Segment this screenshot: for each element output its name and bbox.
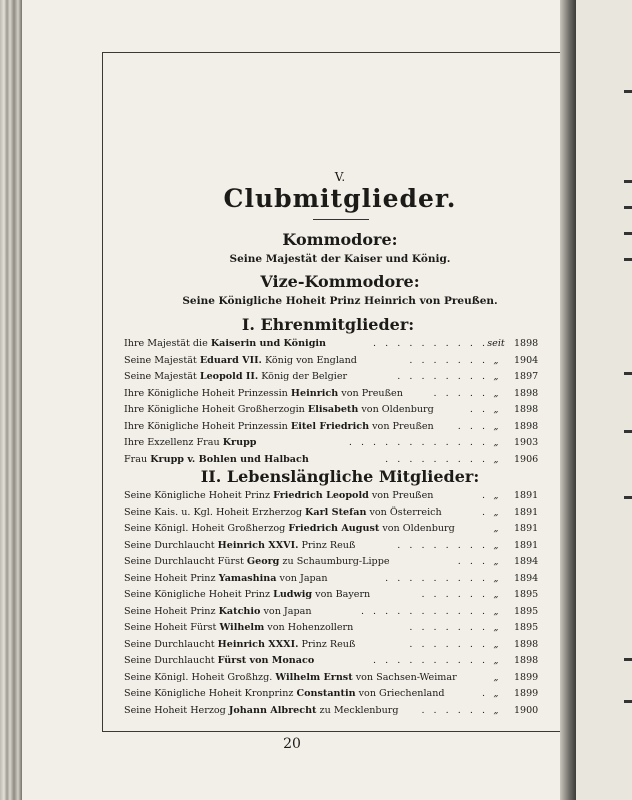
member-entry: [124, 369, 347, 386]
member-suffix: von Hohenzollern: [264, 622, 354, 633]
since-marker: „: [493, 671, 499, 683]
leader-dots: .: [481, 688, 488, 699]
member-suffix: von Griechenland: [355, 688, 445, 699]
member-row: [124, 386, 548, 403]
facing-text-fragment: [624, 180, 632, 183]
member-entry: [124, 587, 370, 604]
member-title: Seine Durchlaucht: [124, 638, 218, 650]
member-name: Fürst von Monaco: [217, 655, 315, 666]
member-row: [124, 336, 548, 353]
member-suffix: von Österreich: [366, 506, 442, 518]
member-year: 1898: [514, 387, 539, 399]
member-year: 1898: [514, 638, 539, 650]
member-title: Seine Durchlaucht: [124, 655, 218, 666]
ehrenmitglieder-heading: I. Ehrenmitglieder:: [241, 315, 415, 334]
member-entry: [124, 435, 257, 452]
member-suffix: Prinz Reuß: [298, 539, 356, 551]
member-title: Ihre Majestät die: [124, 338, 211, 349]
member-suffix: von Preußen: [338, 387, 403, 399]
member-entry: [124, 686, 445, 703]
facing-text-fragment: [624, 430, 632, 433]
member-title: Seine Königl. Hoheit Großhzg.: [124, 671, 276, 683]
member-year: 1898: [514, 420, 539, 432]
member-suffix: König der Belgier: [258, 371, 348, 382]
member-name: Friedrich August: [288, 523, 380, 534]
leader-dots: . . . . . . . .: [397, 371, 488, 382]
member-row: [124, 620, 548, 637]
member-suffix: von Preußen: [368, 490, 434, 501]
member-year: 1898: [514, 338, 539, 349]
leader-dots: . . . . . . .: [409, 354, 488, 366]
member-name: Heinrich XXVI.: [217, 539, 299, 551]
member-year: 1898: [514, 655, 539, 666]
member-row: [124, 554, 548, 571]
member-title: Seine Hoheit Prinz: [124, 605, 219, 617]
member-entry: [124, 419, 434, 436]
member-suffix: von Japan: [276, 572, 328, 584]
since-marker: „: [493, 655, 499, 666]
kommodore-name: Seine Majestät der Kaiser und König.: [229, 253, 451, 265]
lebenslaengliche-heading: II. Lebenslängliche Mitglieder:: [200, 467, 480, 486]
member-row: [124, 402, 548, 419]
page-number: 20: [283, 736, 301, 752]
member-name: Leopold II.: [199, 371, 259, 382]
member-name: Elisabeth: [307, 404, 359, 415]
member-year: 1899: [514, 688, 539, 699]
facing-page-edge: [576, 0, 632, 800]
since-marker: „: [493, 523, 499, 534]
member-year: 1904: [514, 354, 539, 366]
member-name: Karl Stefan: [305, 506, 367, 518]
leader-dots: .: [481, 490, 488, 501]
since-marker: „: [493, 371, 499, 382]
member-title: Seine Kais. u. Kgl. Hoheit Erzherzog: [124, 506, 306, 518]
member-title: Ihre Königliche Hoheit Großherzogin: [124, 404, 308, 415]
facing-text-fragment: [624, 206, 632, 209]
member-name: Eduard VII.: [199, 354, 262, 366]
since-marker: „: [493, 354, 499, 366]
member-row: [124, 435, 548, 452]
member-row: [124, 521, 548, 538]
member-row: [124, 653, 548, 670]
member-name: Wilhelm: [219, 622, 265, 633]
member-name: Wilhelm Ernst: [275, 671, 353, 683]
member-suffix: von Preußen: [369, 420, 434, 432]
member-row: [124, 571, 548, 588]
member-name: Heinrich XXXI.: [217, 638, 299, 650]
section-title: Clubmitglieder.: [223, 184, 457, 213]
facing-text-fragment: [624, 232, 632, 235]
leader-dots: . . . . . . .: [409, 622, 488, 633]
since-marker: „: [493, 404, 499, 415]
ehrenmitglieder-list: [124, 336, 548, 468]
since-marker: „: [493, 387, 499, 399]
since-marker: „: [493, 420, 499, 432]
leader-dots: .: [481, 506, 488, 518]
member-year: 1894: [514, 572, 539, 584]
member-suffix: zu Mecklenburg: [316, 704, 399, 716]
facing-text-fragment: [624, 258, 632, 261]
member-title: Seine Königliche Hoheit Kronprinz: [124, 688, 297, 699]
member-year: 1895: [514, 589, 539, 600]
member-title: Frau: [124, 453, 151, 465]
leader-dots: . . .: [457, 556, 488, 567]
member-name: Ludwig: [273, 589, 313, 600]
member-title: Seine Königliche Hoheit Prinz: [124, 490, 274, 501]
member-row: [124, 637, 548, 654]
member-year: 1895: [514, 605, 539, 617]
member-suffix: zu Schaumburg-Lippe: [279, 556, 390, 567]
member-row: [124, 452, 548, 469]
leader-dots: . . .: [457, 420, 488, 432]
book-gutter: [560, 0, 576, 800]
leader-dots: . . . . . . . . . .: [373, 655, 488, 666]
member-entry: [124, 353, 357, 370]
member-suffix: von Oldenburg: [379, 523, 455, 534]
member-row: [124, 703, 548, 720]
member-title: Ihre Exzellenz Frau: [124, 437, 223, 448]
member-title: Seine Majestät: [124, 371, 200, 382]
member-name: Georg: [246, 556, 280, 567]
member-row: [124, 419, 548, 436]
member-suffix: von Japan: [260, 605, 312, 617]
member-suffix: Prinz Reuß: [298, 638, 356, 650]
member-entry: [124, 571, 328, 588]
member-title: Seine Königl. Hoheit Großherzog: [124, 523, 289, 534]
member-title: Seine Hoheit Fürst: [124, 622, 220, 633]
member-name: Krupp v. Bohlen und Halbach: [150, 453, 309, 465]
member-suffix: König von England: [261, 354, 357, 366]
leader-dots: . . . . . . . . . .: [373, 338, 488, 349]
leader-dots: . . . . . . . . . . .: [360, 605, 488, 617]
member-entry: [124, 452, 309, 469]
member-name: Kaiserin und Königin: [210, 338, 327, 349]
member-year: 1906: [514, 453, 539, 465]
member-entry: [124, 505, 442, 522]
since-marker: „: [493, 539, 499, 551]
member-name: Constantin: [296, 688, 356, 699]
leader-dots: . . . . .: [433, 387, 488, 399]
leader-dots: . . . . . .: [421, 704, 488, 716]
since-marker: „: [493, 622, 499, 633]
since-marker: „: [493, 589, 499, 600]
since-marker: „: [493, 453, 499, 465]
member-row: [124, 353, 548, 370]
member-suffix: von Sachsen-Weimar: [352, 671, 457, 683]
since-marker: „: [493, 638, 499, 650]
member-title: Seine Majestät: [124, 354, 200, 366]
member-entry: [124, 554, 390, 571]
member-year: 1891: [514, 539, 539, 551]
member-entry: [124, 703, 398, 720]
member-row: [124, 369, 548, 386]
member-row: [124, 505, 548, 522]
member-year: 1891: [514, 506, 539, 518]
member-name: Eitel Friedrich: [290, 420, 370, 432]
leader-dots: . .: [469, 404, 488, 415]
member-row: [124, 538, 548, 555]
since-marker: „: [493, 688, 499, 699]
member-entry: [124, 488, 433, 505]
since-marker: „: [493, 437, 499, 448]
member-entry: [124, 604, 312, 621]
leader-dots: . . . . . . .: [409, 638, 488, 650]
member-entry: [124, 653, 314, 670]
member-entry: [124, 521, 455, 538]
vize-kommodore-heading: Vize-Kommodore:: [260, 272, 420, 291]
member-name: Johann Albrecht: [228, 704, 317, 716]
member-entry: [124, 538, 355, 555]
member-title: Ihre Königliche Hoheit Prinzessin: [124, 420, 291, 432]
member-name: Yamashina: [218, 572, 277, 584]
lebenslaengliche-list: [124, 488, 548, 719]
facing-text-fragment: [624, 496, 632, 499]
member-suffix: von Bayern: [312, 589, 371, 600]
member-title: Seine Durchlaucht Fürst: [124, 556, 247, 567]
member-year: 1898: [514, 404, 539, 415]
page-frame: [102, 52, 576, 732]
title-rule: [313, 219, 369, 220]
since-marker: „: [493, 572, 499, 584]
facing-text-fragment: [624, 372, 632, 375]
member-title: Seine Königliche Hoheit Prinz: [124, 589, 274, 600]
member-name: Katchio: [218, 605, 261, 617]
book-edge-left: [0, 0, 22, 800]
member-year: 1897: [514, 371, 539, 382]
since-marker: „: [493, 605, 499, 617]
member-title: Seine Hoheit Prinz: [124, 572, 219, 584]
book-page: [22, 0, 562, 800]
since-marker: „: [493, 506, 499, 518]
leader-dots: . . . . . . . . . . . .: [348, 437, 488, 448]
since-marker: „: [493, 704, 499, 716]
leader-dots: . . . . . .: [421, 589, 488, 600]
member-row: [124, 488, 548, 505]
member-row: [124, 670, 548, 687]
facing-text-fragment: [624, 700, 632, 703]
leader-dots: . . . . . . . .: [397, 539, 488, 551]
member-year: 1899: [514, 671, 539, 683]
member-entry: [124, 637, 355, 654]
section-number: V.: [334, 170, 346, 184]
since-marker: „: [493, 556, 499, 567]
member-row: [124, 604, 548, 621]
member-year: 1894: [514, 556, 539, 567]
member-row: [124, 587, 548, 604]
leader-dots: . . . . . . . . .: [385, 453, 488, 465]
member-title: Seine Durchlaucht: [124, 539, 218, 551]
member-suffix: von Oldenburg: [358, 404, 434, 415]
member-entry: [124, 402, 434, 419]
since-marker: „: [493, 490, 499, 501]
member-title: Ihre Königliche Hoheit Prinzessin: [124, 387, 291, 399]
member-entry: [124, 336, 326, 353]
member-name: Krupp: [222, 437, 257, 448]
member-name: Friedrich Leopold: [273, 490, 369, 501]
facing-text-fragment: [624, 658, 632, 661]
member-year: 1903: [514, 437, 539, 448]
member-year: 1891: [514, 523, 539, 534]
vize-kommodore-name: Seine Königliche Hoheit Prinz Heinrich von Preußen.: [182, 295, 498, 307]
member-row: [124, 686, 548, 703]
leader-dots: . . . . . . . . .: [385, 572, 488, 584]
since-marker: seit: [487, 338, 505, 349]
member-entry: [124, 620, 353, 637]
kommodore-heading: Kommodore:: [282, 230, 398, 249]
member-name: Heinrich: [290, 387, 339, 399]
facing-text-fragment: [624, 90, 632, 93]
member-entry: [124, 670, 457, 687]
member-entry: [124, 386, 403, 403]
member-year: 1891: [514, 490, 539, 501]
member-year: 1895: [514, 622, 539, 633]
member-title: Seine Hoheit Herzog: [124, 704, 229, 716]
member-year: 1900: [514, 704, 539, 716]
